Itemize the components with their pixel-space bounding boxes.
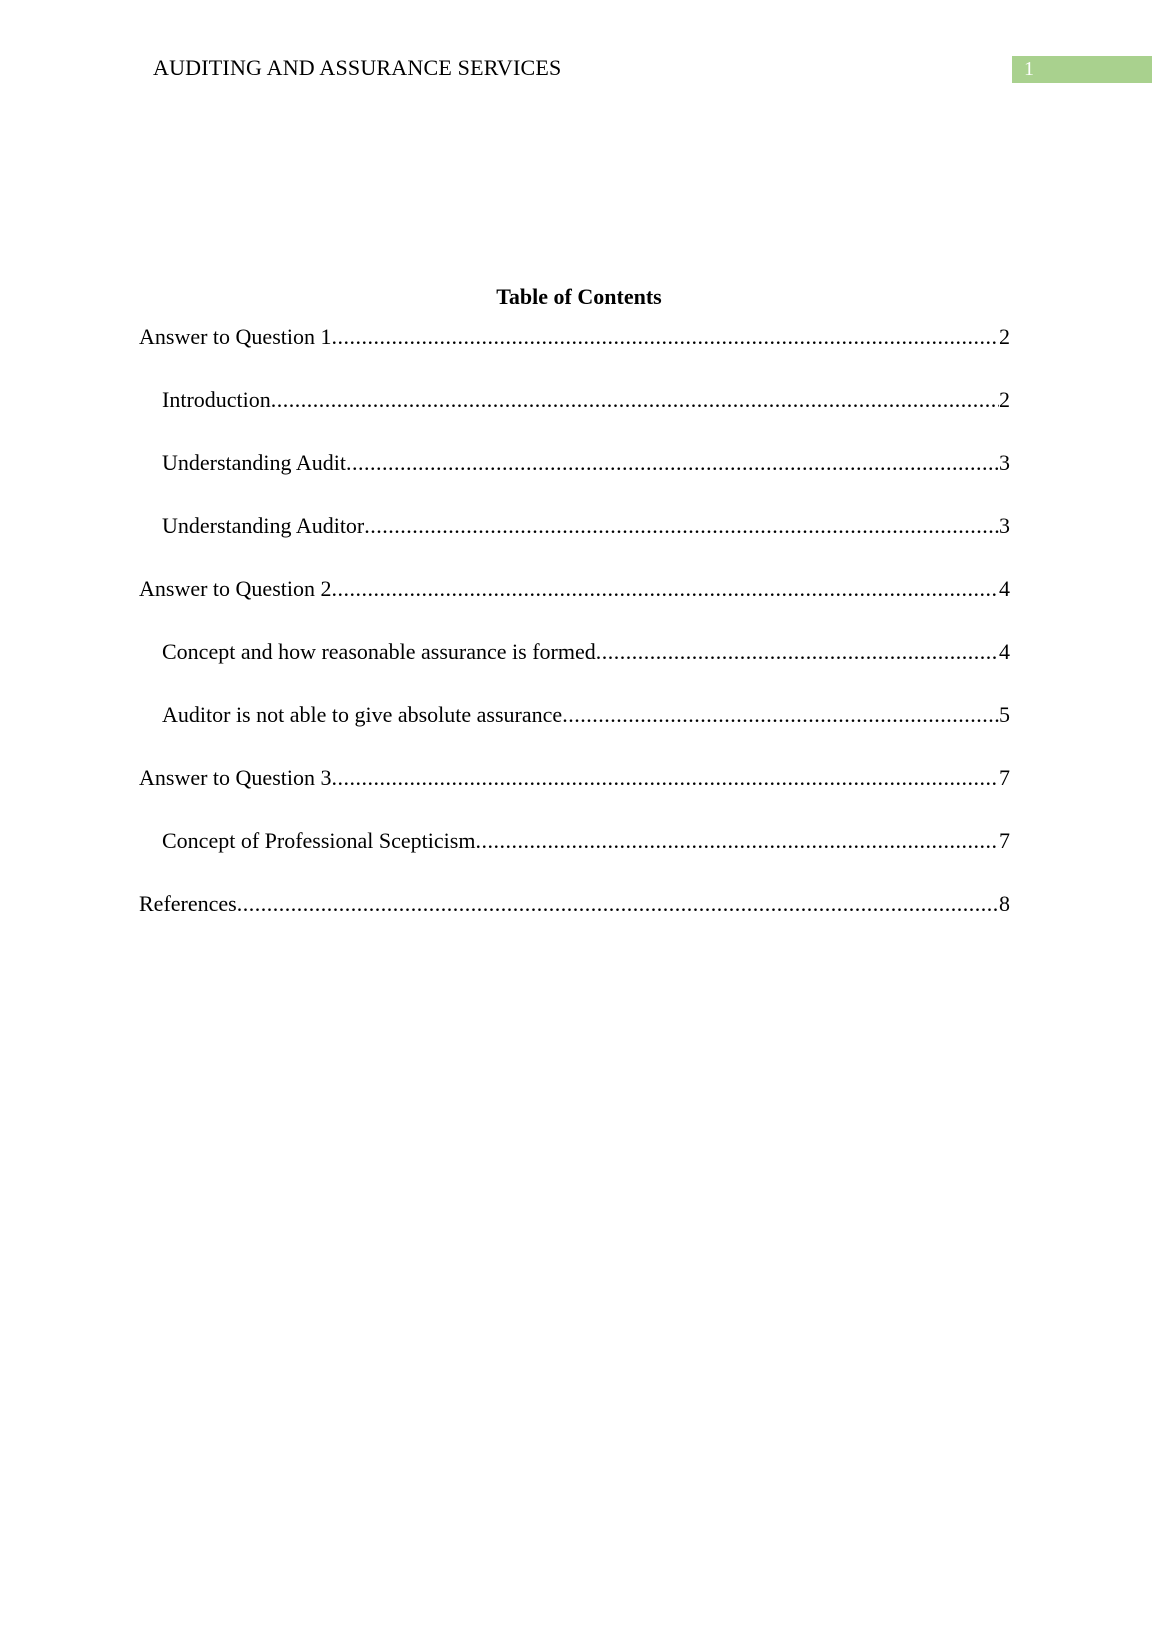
dot-leader — [237, 891, 999, 917]
dot-leader — [562, 702, 999, 728]
toc-entry-introduction[interactable] — [162, 387, 1010, 417]
toc-entry-answer-question-2[interactable] — [139, 576, 1010, 606]
toc-entry-label: Introduction — [162, 387, 271, 412]
toc-entry-label: Concept and how reasonable assurance is formed — [162, 639, 596, 664]
toc-entry-label: Answer to Question 2 — [139, 576, 332, 601]
toc-entry-page: 3 — [999, 450, 1010, 475]
toc-entry-page: 4 — [999, 639, 1010, 664]
toc-entry-page: 4 — [999, 576, 1010, 601]
toc-entry-page: 2 — [999, 387, 1010, 412]
dot-leader — [331, 324, 999, 350]
dot-leader — [475, 828, 999, 854]
toc-heading: Table of Contents — [496, 284, 662, 309]
toc-entry-label: Understanding Audit — [162, 450, 346, 475]
toc-entry-understanding-auditor[interactable] — [162, 513, 1010, 543]
dot-leader — [331, 576, 999, 602]
toc-entry-label: Concept of Professional Scepticism — [162, 828, 476, 853]
toc-entry-reasonable-assurance[interactable] — [162, 639, 1010, 669]
toc-entry-page: 2 — [999, 324, 1010, 349]
toc-entry-understanding-audit[interactable] — [162, 450, 1010, 480]
toc-entry-label: Answer to Question 3 — [139, 765, 332, 790]
toc-entry-absolute-assurance[interactable] — [162, 702, 1010, 732]
toc-entry-label: References — [139, 891, 237, 916]
page-number: 1 — [1024, 58, 1034, 80]
dot-leader — [271, 387, 999, 413]
dot-leader — [596, 639, 999, 665]
dot-leader — [364, 513, 999, 539]
toc-entry-label: Answer to Question 1 — [139, 324, 332, 349]
toc-entry-label: Understanding Auditor — [162, 513, 365, 538]
toc-entry-page: 7 — [999, 765, 1010, 790]
toc-entry-page: 8 — [999, 891, 1010, 916]
toc-entry-label: Auditor is not able to give absolute assurance — [162, 702, 563, 727]
toc-entry-professional-scepticism[interactable] — [162, 828, 1010, 858]
dot-leader — [346, 450, 999, 476]
toc-entry-page: 3 — [999, 513, 1010, 538]
toc-entry-references[interactable] — [139, 891, 1010, 921]
toc-entry-page: 7 — [999, 828, 1010, 853]
toc-entry-page: 5 — [999, 702, 1010, 727]
running-header-title: AUDITING AND ASSURANCE SERVICES — [153, 55, 562, 80]
toc-entry-answer-question-3[interactable] — [139, 765, 1010, 795]
toc-entry-answer-question-1[interactable] — [139, 324, 1010, 354]
dot-leader — [331, 765, 999, 791]
